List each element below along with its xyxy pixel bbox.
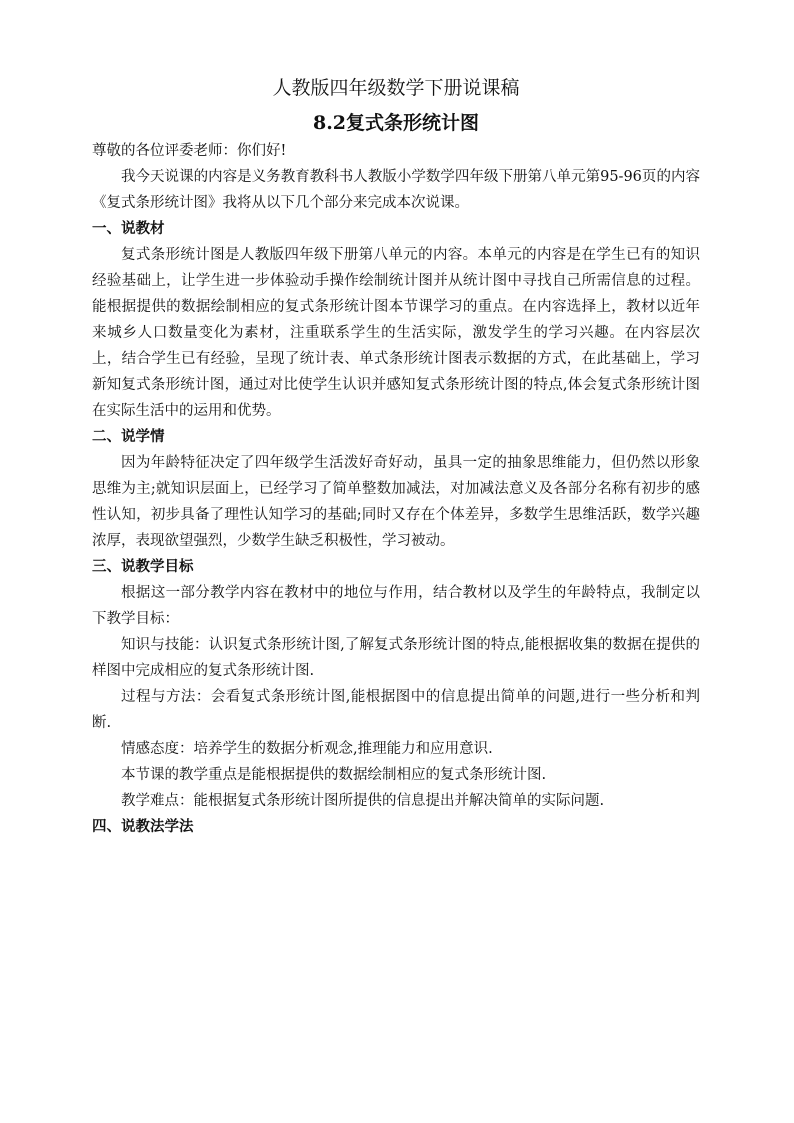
section-methods — [92, 814, 700, 840]
paragraph: 因为年龄特征决定了四年级学生活泼好奇好动，虽具一定的抽象思维能力，但仍然以形象思维为主;就知识层面上，已经学习了简单整数加减法，对加减法意义及各部分名称有初步的感性认知，初步具备了理性认知学习的基础;同时又存在个体差异，多数学生思维活跃，数学兴趣浓厚，表现欲望强烈，少数学生缺乏积极性，学习被动。 — [92, 455, 700, 549]
document-page — [92, 72, 700, 840]
section-heading: 二、说学情 — [92, 429, 165, 445]
paragraph: 知识与技能：认识复式条形统计图,了解复式条形统计图的特点,能根据收集的数据在提供的样图中完成相应的复式条形统计图. — [92, 637, 700, 679]
document-subtitle: 8.2复式条形统计图 — [312, 112, 480, 134]
section-objectives — [92, 554, 700, 814]
section-textbook — [92, 216, 700, 424]
paragraph: 复式条形统计图是人教版四年级下册第八单元的内容。本单元的内容是在学生已有的知识经验基础上，让学生进一步体验动手操作绘制统计图并从统计图中寻找自己所需信息的过程。能根据提供的数据绘制相应的复式条形统计图本节课学习的重点。在内容选择上，教材以近年来城乡人口数量变化为素材，注重联系学生的生活实际，激发学生的学习兴趣。在内容层次上，结合学生已有经验，呈现了统计表、单式条形统计图表示数据的方式，在此基础上，学习新知复式条形统计图，通过对比使学生认识并感知复式条形统计图的特点,体会复式条形统计图在实际生活中的运用和优势。 — [92, 247, 700, 419]
section-heading: 一、说教材 — [92, 221, 165, 237]
paragraph: 本节课的教学重点是能根据提供的数据绘制相应的复式条形统计图. — [121, 767, 547, 783]
intro-paragraph: 我今天说课的内容是义务教育教科书人教版小学数学四年级下册第八单元第95-96页的内容《复式条形统计图》我将从以下几个部分来完成本次说课。 — [92, 169, 700, 211]
section-heading: 三、说教学目标 — [92, 559, 194, 575]
paragraph: 教学难点：能根据复式条形统计图所提供的信息提出并解决简单的实际问题. — [121, 793, 605, 809]
section-heading: 四、说教法学法 — [92, 819, 194, 835]
paragraph: 根据这一部分教学内容在教材中的地位与作用，结合教材以及学生的年龄特点，我制定以下教学目标： — [92, 585, 700, 627]
paragraph: 情感态度：培养学生的数据分析观念,推理能力和应用意识. — [121, 741, 493, 757]
section-students — [92, 424, 700, 554]
paragraph: 过程与方法：会看复式条形统计图,能根据图中的信息提出简单的问题,进行一些分析和判断. — [92, 689, 700, 731]
salutation: 尊敬的各位评委老师：你们好! — [92, 143, 287, 159]
document-title: 人教版四年级数学下册说课稿 — [272, 77, 520, 99]
